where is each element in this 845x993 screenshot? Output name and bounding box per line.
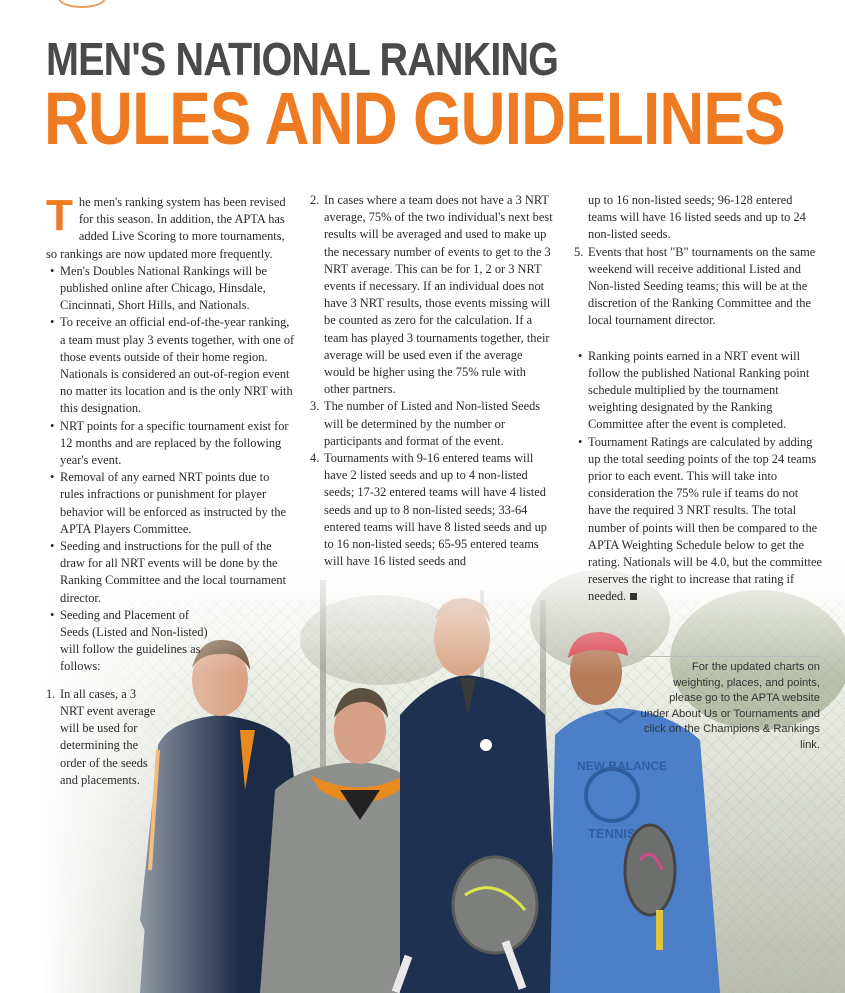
- list-item-text: Tournaments with 9-16 entered teams will have 2 listed seeds and up to 4 non-listed seeds; 17-32 entered teams will have 4 listed seeds and up to 8 non-listed seeds; 33-64 entered teams will have 8 listed seeds and up to 16 non-listed seeds; 65-95 entered teams will have 16 listed seeds and: [324, 451, 547, 569]
- column-3: [574, 192, 824, 606]
- list-item: [310, 398, 554, 450]
- rules-numbered-list-3: [574, 192, 824, 330]
- list-number: 5.: [574, 244, 584, 259]
- list-item: • Ranking points earned in a NRT event will follow the published National Ranking point schedule multiplied by the tournament weighting designated by the Ranking Committee after the event is completed.: [574, 348, 824, 434]
- list-item: [310, 192, 554, 398]
- list-item: [46, 686, 160, 789]
- list-number: 2.: [310, 193, 320, 207]
- list-item: [310, 450, 554, 570]
- list-item: • Men's Doubles National Rankings will be published online after Chicago, Hinsdale, Cincinnati, Short Hills, and Nationals.: [46, 263, 296, 315]
- intro-text: he men's ranking system has been revised for this season. In addition, the APTA has added Live Scoring to more tournaments, so rankings are now updated more frequently.: [46, 195, 286, 261]
- list-item: [574, 192, 824, 244]
- list-number: 4.: [310, 451, 320, 466]
- rules-bullet-list-2: [574, 348, 824, 606]
- list-number: 3.: [310, 399, 320, 414]
- column-2: [310, 192, 554, 570]
- decorative-arc: [58, 0, 106, 8]
- list-item: [574, 244, 824, 330]
- list-item: • To receive an official end-of-the-year ranking, a team must play 3 events together, with one of those events outside of their home region. Nationals is considered an out-of-region event no matter its location and is the only NRT with this designation.: [46, 314, 296, 417]
- sidebar-divider: [640, 656, 820, 657]
- list-item: • Seeding and instructions for the pull of the draw for all NRT events will be done by the Ranking Committee and the local tournament director.: [46, 538, 296, 607]
- title-line-1: MEN'S NATIONAL RANKING: [46, 33, 559, 85]
- intro-paragraph: [46, 191, 296, 263]
- end-mark-icon: [630, 593, 637, 600]
- dropcap: T: [46, 191, 73, 240]
- sidebar-note: For the updated charts on weighting, places, and points, please go to the APTA website under About Us or Tournaments and click on the Champions & Rankings link.: [640, 661, 820, 751]
- column-1: [46, 191, 296, 789]
- list-item-text: In cases where a team does not have a 3 NRT average, 75% of the two individual's next best results will be averaged and used to make up the necessary number of events to get to the 3 NRT average. This can be for 1, 2 or 3 NRT events if necessary. If an individual does not have 3 NRT results, those events missing will be counted as zero for the calculation. If a team has played 3 tournaments together, their average will be used even if the average would be higher using the 75% rule with other partners.: [324, 193, 553, 397]
- list-item-text: Events that host "B" tournaments on the same weekend will receive additional Listed and Non-listed Seeding teams; this will be at the discretion of the Ranking Committee and the local tournament director.: [588, 244, 816, 328]
- list-number: 1.: [46, 686, 56, 701]
- rules-numbered-list-1: [46, 686, 296, 789]
- rules-bullet-list-1: [46, 263, 296, 676]
- rules-numbered-list-2: [310, 192, 554, 570]
- title-line-2: RULES AND GUIDELINES: [44, 77, 785, 160]
- list-item: • NRT points for a specific tournament exist for 12 months and are replaced by the following year's event.: [46, 418, 296, 470]
- list-item: • Seeding and Placement of Seeds (Listed and Non-listed) will follow the guidelines as follows:: [46, 607, 220, 676]
- list-item: • Removal of any earned NRT points due to rules infractions or punishment for player behavior will be enforced as instructed by the APTA Players Committee.: [46, 469, 296, 538]
- list-item-text: The number of Listed and Non-listed Seeds will be determined by the number or participants and format of the event.: [324, 399, 541, 448]
- list-item: [574, 434, 824, 606]
- list-item-text: up to 16 non-listed seeds; 96-128 entered teams will have 16 listed seeds and up to 24 non-listed seeds.: [588, 193, 806, 242]
- list-item-text: In all cases, a 3 NRT event average will be used for determining the order of the seeds and placements.: [60, 686, 156, 787]
- list-item-text: Tournament Ratings are calculated by adding up the total seeding points of the top 24 teams prior to each event. This will take into consideration the 75% rule if teams do not have the required 3 NRT results. The total number of points will then be compared to the APTA Weighting Schedule below to get the rating. Nationals will be 4.0, but the committee reserves the right to increase that rating if needed.: [588, 434, 822, 604]
